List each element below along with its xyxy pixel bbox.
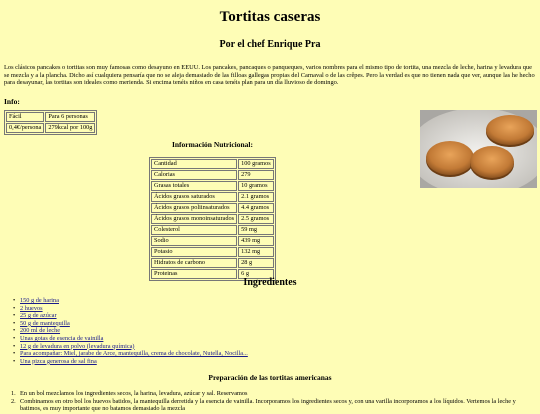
info-calories: 279kcal por 100g <box>45 123 95 133</box>
info-table <box>4 110 97 135</box>
page-subtitle: Por el chef Enrique Pra <box>219 39 321 50</box>
recipe-page <box>0 9 540 106</box>
list-item <box>20 358 248 366</box>
step-number: 1. <box>11 390 16 397</box>
table-row <box>151 203 274 213</box>
info-difficulty: Fácil <box>6 112 44 122</box>
ingredient-link[interactable]: 50 g de mantequilla <box>20 319 70 327</box>
list-item <box>20 305 248 313</box>
list-item <box>20 297 248 305</box>
ingredient-link[interactable]: 25 g de azúcar <box>20 312 57 320</box>
nutrient-name: Grasas totales <box>151 181 237 191</box>
nutrient-value: 279 <box>238 170 274 180</box>
ingredients-list <box>20 297 248 365</box>
nutrient-name: Hidratos de carbono <box>151 258 237 268</box>
table-row <box>151 258 274 268</box>
list-item <box>20 343 248 351</box>
nutrient-value: 28 g <box>238 258 274 268</box>
preparation-heading: Preparación de las tortitas americanas <box>208 373 332 382</box>
step-number: 2. <box>11 397 16 405</box>
ingredient-link[interactable]: 150 g de harina <box>20 297 59 304</box>
ingredient-link[interactable]: 200 ml de leche <box>20 327 61 335</box>
ingredients-heading: Ingredientes <box>243 277 297 288</box>
ingredient-link[interactable]: 12 g de levadura en polvo (levadura química) <box>20 342 135 350</box>
list-item <box>11 390 532 398</box>
table-row <box>6 112 95 122</box>
table-row <box>151 214 274 224</box>
list-item <box>20 327 248 335</box>
intro-paragraph: Los clásicos pancakes o tortitas son muy famosas como desayuno en EEUU. Los pancakes, pancaques o panqueques, varios nombres para el mismo tipo de tortita, una mezcla de leche, harina y levadura que se mezcla y a la plancha. Dicho así cualquiera pensaría que no se aleja demasiado de las filloas gallegas propias del Carnaval o de las crêpes. Pero la verdad es que no tienen nada que ver, aunque las he hecho para desayunar, las tortitas son ideales como merienda. Si encima tenéis niños en casa tenéis plan para un día lluvioso de domingo. <box>4 64 535 87</box>
table-row <box>151 247 274 257</box>
nutrient-value: 132 mg <box>238 247 274 257</box>
nutrition-heading: Información Nutricional: <box>171 140 254 149</box>
ingredient-link[interactable]: 2 huevos <box>20 304 43 312</box>
info-servings: Para 6 personas <box>45 112 95 122</box>
list-item <box>20 335 248 343</box>
ingredient-link[interactable]: Una pizca generosa de sal fina <box>20 357 97 365</box>
preparation-steps <box>11 390 532 413</box>
nutrient-name: Ácidos grasos monoinsaturados <box>151 214 237 224</box>
nutrient-value: 10 gramos <box>238 181 274 191</box>
nutrient-value: 6 g <box>238 269 274 279</box>
nutrient-value: 439 mg <box>238 236 274 246</box>
nutrient-value: 2.5 gramos <box>238 214 274 224</box>
nutrient-name: Cantidad <box>151 159 237 169</box>
pancakes-illustration <box>420 110 537 188</box>
table-row <box>151 236 274 246</box>
step-text: En un bol mezclamos los ingredientes secos, la harina, levadura, azúcar y sal. Reservamos <box>20 390 248 397</box>
table-row <box>151 159 274 169</box>
nutrient-value: 2.1 gramos <box>238 192 274 202</box>
nutrition-table <box>149 157 276 281</box>
list-item <box>20 350 248 358</box>
table-row <box>151 170 274 180</box>
info-cost: 0,4€/persona <box>6 123 44 133</box>
nutrient-value: 100 gramos <box>238 159 274 169</box>
nutrient-value: 4.4 gramos <box>238 203 274 213</box>
table-row <box>151 225 274 235</box>
nutrient-name: Colesterol <box>151 225 237 235</box>
step-text: Combinamos en otro bol los huevos batidos, la mantequilla derretida y la esencia de vainilla. Incorporamos los ingredientes secos y, con una varilla incorporamos a los líquidos. Vertemos la leche y batimos, es muy importante que no batamos demasiado la mezcla <box>20 397 516 413</box>
pancakes-photo <box>420 110 537 188</box>
info-heading: Info: <box>4 96 20 106</box>
nutrient-name: Sodio <box>151 236 237 246</box>
nutrient-name: Calorias <box>151 170 237 180</box>
nutrient-value: 59 mg <box>238 225 274 235</box>
ingredient-link[interactable]: Para acompañar: Miel, jarabe de Arce, mantequilla, crema de chocolate, Nutella, Nocilla... <box>20 350 248 358</box>
nutrient-name: Ácidos grasos poliinsaturados <box>151 203 237 213</box>
list-item <box>20 320 248 328</box>
list-item <box>11 397 532 413</box>
ingredient-link[interactable]: Unas gotas de esencia de vainilla <box>20 334 104 342</box>
nutrient-name: Proteinas <box>151 269 237 279</box>
nutrient-name: Ácidos grasos saturados <box>151 192 237 202</box>
table-row <box>6 123 95 133</box>
list-item <box>20 312 248 320</box>
page-title: Tortitas caseras <box>219 9 321 25</box>
table-row <box>151 192 274 202</box>
table-row <box>151 181 274 191</box>
nutrient-name: Potasio <box>151 247 237 257</box>
